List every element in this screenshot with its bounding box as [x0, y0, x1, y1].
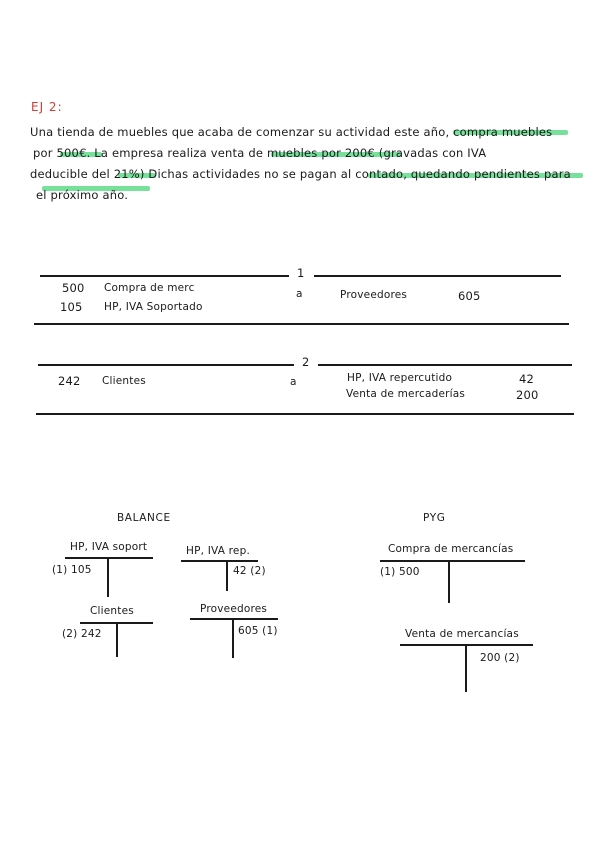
- separator-a: a: [296, 288, 303, 300]
- t-account-name: Venta de mercancías: [405, 628, 519, 640]
- t-account-rule: [380, 560, 525, 562]
- statement-line: deducible del 21%) Dichas actividades no se pagan al contado, quedando pendientes para: [30, 167, 571, 181]
- t-account-divider: [116, 622, 118, 657]
- t-account-rule: [65, 557, 153, 559]
- credit-account: Venta de mercaderías: [346, 388, 466, 400]
- t-account-divider: [232, 618, 234, 658]
- entry-bottom-rule: [34, 323, 569, 325]
- t-account-divider: [448, 560, 450, 603]
- debit-amount: 242: [58, 374, 81, 388]
- entry-number: 2: [302, 355, 310, 369]
- debit-account: Clientes: [102, 375, 146, 387]
- balance-header: BALANCE: [117, 512, 171, 524]
- credit-account: HP, IVA repercutido: [347, 372, 453, 384]
- credit-amount: 200: [516, 388, 539, 402]
- t-account-name: HP, IVA soport: [70, 541, 148, 553]
- t-account-name: Clientes: [90, 605, 134, 617]
- t-account-debit: (1) 500: [380, 566, 420, 578]
- t-account-rule: [181, 560, 258, 562]
- pyg-header: PYG: [423, 512, 446, 524]
- t-account-debit: (2) 242: [62, 628, 102, 640]
- entry-top-rule: [314, 275, 561, 277]
- entry-top-rule: [40, 275, 289, 277]
- separator-a: a: [290, 376, 297, 388]
- t-account-credit: 605 (1): [238, 625, 278, 637]
- t-account-name: Proveedores: [200, 603, 268, 615]
- t-account-name: Compra de mercancías: [388, 543, 514, 555]
- debit-account: HP, IVA Soportado: [104, 301, 203, 313]
- t-account-credit: 200 (2): [480, 652, 520, 664]
- entry-bottom-rule: [36, 413, 574, 415]
- statement-line: Una tienda de muebles que acaba de comenzar su actividad este año, compra muebles: [30, 125, 553, 139]
- statement: [30, 122, 571, 206]
- debit-amount: 500: [62, 281, 85, 295]
- t-account-divider: [226, 560, 228, 591]
- credit-amount: 605: [458, 289, 481, 303]
- statement-line: el próximo año.: [36, 188, 129, 202]
- entry-number: 1: [297, 266, 305, 280]
- t-account-rule: [190, 618, 278, 620]
- t-account-divider: [465, 644, 467, 692]
- statement-line: por 500€. La empresa realiza venta de muebles por 200€ (gravadas con IVA: [33, 146, 487, 160]
- debit-amount: 105: [60, 300, 83, 314]
- exercise-title: EJ 2:: [31, 100, 63, 114]
- debit-account: Compra de merc: [104, 282, 195, 294]
- entry-top-rule: [38, 364, 294, 366]
- entry-top-rule: [318, 364, 572, 366]
- t-account-credit: 42 (2): [233, 565, 266, 577]
- t-account-debit: (1) 105: [52, 564, 92, 576]
- credit-account: Proveedores: [340, 289, 408, 301]
- t-account-divider: [107, 557, 109, 597]
- t-account-name: HP, IVA rep.: [186, 545, 250, 557]
- credit-amount: 42: [519, 372, 535, 386]
